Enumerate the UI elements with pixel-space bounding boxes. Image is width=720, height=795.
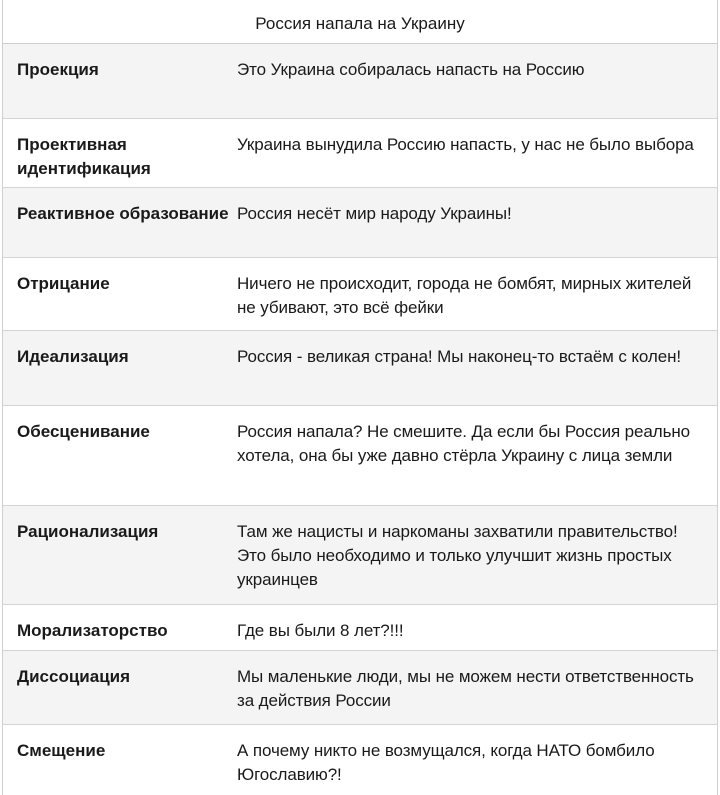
table-row <box>3 725 717 795</box>
table-row <box>3 651 717 725</box>
row-text: Украина вынудила Россию напасть, у нас не было выбора <box>237 135 694 154</box>
table-row <box>3 605 717 651</box>
row-text: Мы маленькие люди, мы не можем нести ответственность за действия России <box>237 667 694 710</box>
table-row <box>3 258 717 331</box>
row-term: Проективная идентификация <box>17 135 151 178</box>
row-text: Россия - великая страна! Мы наконец-то встаём с колен! <box>237 347 681 366</box>
row-term: Рационализация <box>17 522 159 541</box>
row-text: Где вы были 8 лет?!!! <box>237 621 404 640</box>
row-term: Проекция <box>17 60 99 79</box>
table-row <box>3 506 717 605</box>
row-text: Там же нацисты и наркоманы захватили правительство! Это было необходимо и только улучшит жизнь простых украинцев <box>237 522 678 589</box>
row-term: Морализаторство <box>17 621 168 640</box>
row-text: Россия несёт мир народу Украины! <box>237 204 512 223</box>
row-text: Это Украина собиралась напасть на Россию <box>237 60 585 79</box>
row-text: Ничего не происходит, города не бомбят, мирных жителей не убивают, это всё фейки <box>237 274 692 317</box>
table-row <box>3 331 717 406</box>
table-row <box>3 119 717 188</box>
row-term: Идеализация <box>17 347 129 366</box>
row-term: Обесценивание <box>17 422 150 441</box>
row-text: Россия напала? Не смешите. Да если бы Россия реально хотела, она бы уже давно стёрла Украину с лица земли <box>237 422 690 465</box>
row-term: Смещение <box>17 741 106 760</box>
table-row <box>3 406 717 506</box>
table-row <box>3 44 717 119</box>
row-text: А почему никто не возмущался, когда НАТО бомбило Югославию?! <box>237 741 655 784</box>
row-term: Диссоциация <box>17 667 131 686</box>
row-term: Реактивное образование <box>17 204 229 223</box>
defense-mechanisms-table <box>2 0 718 795</box>
table-title: Россия напала на Украину <box>3 0 717 44</box>
row-term: Отрицание <box>17 274 110 293</box>
table-row <box>3 188 717 258</box>
